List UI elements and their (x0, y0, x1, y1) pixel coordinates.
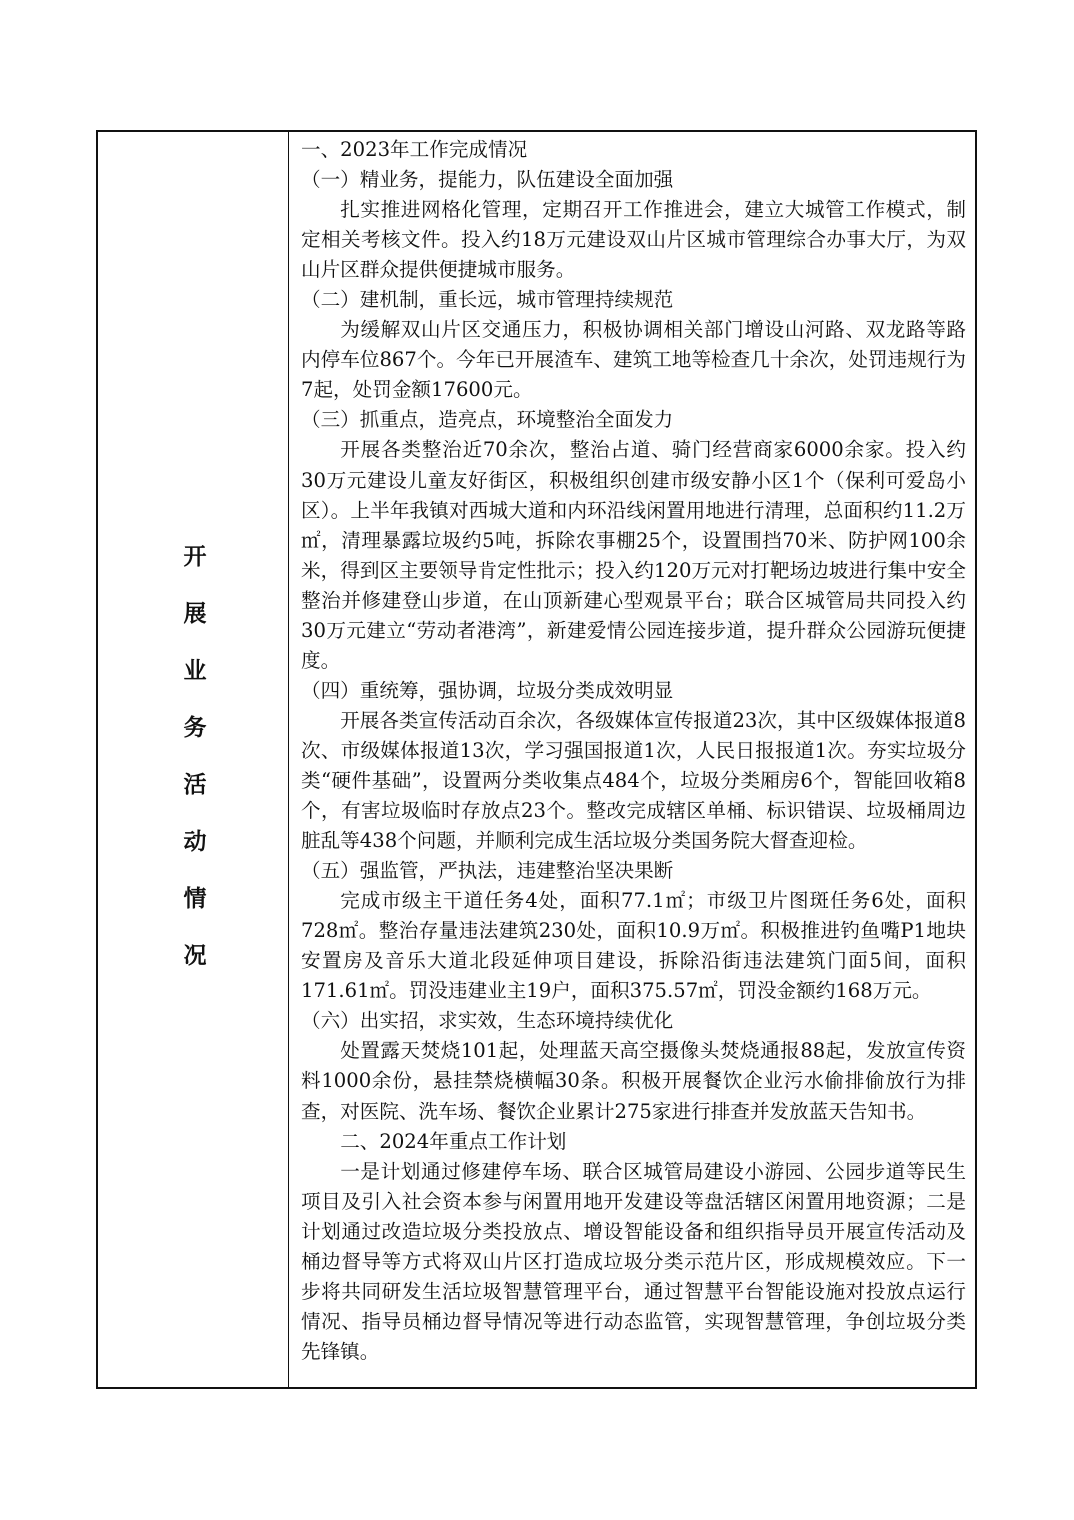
row-label: 开展业务活动情况 (179, 543, 206, 1000)
subsection-1-title: （一）精业务，提能力，队伍建设全面加强 (301, 168, 674, 192)
activity-form-table (96, 130, 977, 1389)
section-2-body: 一是计划通过修建停车场、联合区城管局建设小游园、公园步道等民生项目及引入社会资本参与闲置用地开发建设等盘活辖区闲置用地资源；二是计划通过改造垃圾分类投放点、增设智能设备和组织指导员开展宣传活动及桶边督导等方式将双山片区打造成垃圾分类示范片区，形成规模效应。下一步将共同研发生活垃圾智慧管理平台，通过智慧平台智能设施对投放点运行情况、指导员桶边督导情况等进行动态监管，实现智慧管理，争创垃圾分类先锋镇。 (301, 1159, 966, 1363)
subsection-2-body: 为缓解双山片区交通压力，积极协调相关部门增设山河路、双龙路等路内停车位867个。今年已开展渣车、建筑工地等检查几十余次，处罚违规行为7起，处罚金额17600元。 (301, 318, 966, 402)
subsection-2-title: （二）建机制，重长远，城市管理持续规范 (301, 288, 674, 312)
subsection-4-title: （四）重统筹，强协调，垃圾分类成效明显 (301, 678, 674, 702)
subsection-3-title: （三）抓重点，造亮点，环境整治全面发力 (301, 408, 674, 432)
subsection-4-body: 开展各类宣传活动百余次，各级媒体宣传报道23次，其中区级媒体报道8次、市级媒体报道13次，学习强国报道1次，人民日报报道1次。夯实垃圾分类“硬件基础”，设置两分类收集点484个，垃圾分类厢房6个，智能回收箱8个，有害垃圾临时存放点23个。整改完成辖区单桶、标识错误、垃圾桶周边脏乱等438个问题，并顺利完成生活垃圾分类国务院大督查迎检。 (301, 708, 966, 853)
subsection-3-body: 开展各类整治近70余次，整治占道、骑门经营商家6000余家。投入约30万元建设儿童友好街区，积极组织创建市级安静小区1个（保利可爱岛小区）。上半年我镇对西城大道和内环沿线闲置用地进行清理，总面积约11.2万㎡，清理暴露垃圾约5吨，拆除农事棚25个，设置围挡70米、防护网100余米，得到区主要领导肯定性批示；投入约120万元对打靶场边坡进行集中安全整治并修建登山步道，在山顶新建心型观景平台；联合区城管局共同投入约30万元建立“劳动者港湾”，新建爱情公园连接步道，提升群众公园游玩便捷度。 (301, 438, 966, 672)
content-cell (289, 132, 975, 1387)
section-1-title: 一、2023年工作完成情况 (301, 138, 528, 161)
section-2-title: 二、2024年重点工作计划 (340, 1129, 567, 1153)
label-cell (98, 132, 289, 1387)
subsection-5-title: （五）强监管，严执法，违建整治坚决果断 (301, 859, 674, 883)
subsection-6-body: 处置露天焚烧101起，处理蓝天高空摄像头焚烧通报88起，发放宣传资料1000余份，悬挂禁烧横幅30条。积极开展餐饮企业污水偷排偷放行为排查，对医院、洗车场、餐饮企业累计275家进行排查并发放蓝天告知书。 (301, 1039, 966, 1123)
subsection-1-body: 扎实推进网格化管理，定期召开工作推进会，建立大城管工作模式，制定相关考核文件。投入约18万元建设双山片区城市管理综合办事大厅，为双山片区群众提供便捷城市服务。 (301, 198, 966, 282)
subsection-6-title: （六）出实招，求实效，生态环境持续优化 (301, 1009, 674, 1033)
subsection-5-body: 完成市级主干道任务4处，面积77.1㎡；市级卫片图斑任务6处，面积728㎡。整治存量违法建筑230处，面积10.9万㎡。积极推进钓鱼嘴P1地块安置房及音乐大道北段延伸项目建设，拆除沿街违法建筑门面5间，面积171.61㎡。罚没违建业主19户，面积375.57㎡，罚没金额约168万元。 (301, 889, 966, 1003)
